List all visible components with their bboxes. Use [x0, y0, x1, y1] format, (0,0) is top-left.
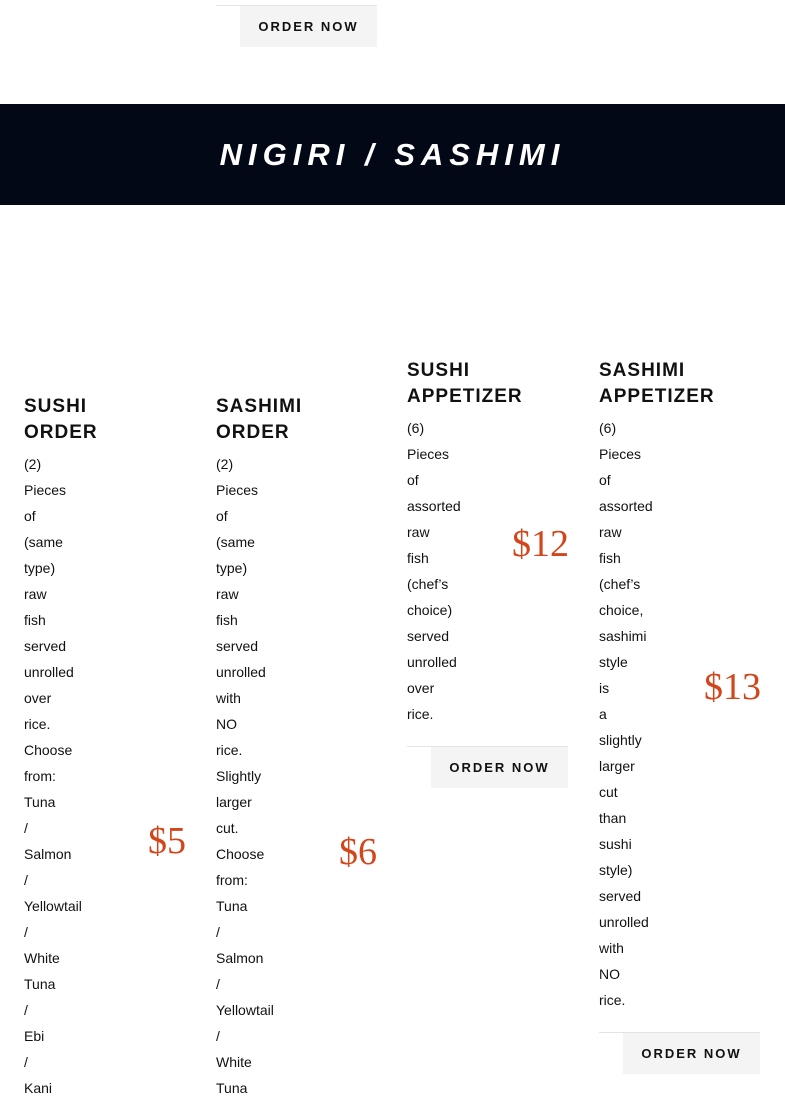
description-word: rice.	[24, 716, 51, 732]
description-word: unrolled	[407, 654, 457, 670]
description-word: unrolled	[216, 664, 266, 680]
description-word: (chef’s	[599, 576, 641, 592]
menu-item-price: $12	[512, 523, 569, 565]
description-word: Slightly	[216, 768, 262, 784]
order-now-button[interactable]: ORDER NOW	[431, 747, 568, 788]
description-word: type)	[216, 560, 248, 576]
description-word: /	[216, 1028, 220, 1044]
description-word: fish	[216, 612, 238, 628]
description-word: /	[24, 820, 28, 836]
description-word: over	[24, 690, 52, 706]
description-word: assorted	[599, 498, 653, 514]
menu-item-price: $5	[148, 820, 186, 862]
description-word: with	[216, 690, 241, 706]
description-word: from:	[24, 768, 56, 784]
description-word: (2)	[216, 456, 234, 472]
section-banner	[0, 104, 785, 205]
description-word: served	[407, 628, 450, 644]
description-word: (6)	[599, 420, 617, 436]
description-word: served	[599, 888, 642, 904]
description-word: Yellowtail	[24, 898, 82, 914]
description-word: Choose	[216, 846, 265, 862]
order-now-button[interactable]: ORDER NOW	[623, 1033, 760, 1074]
menu-item-description	[216, 451, 288, 1101]
description-word: cut.	[216, 820, 239, 836]
description-word: fish	[599, 550, 621, 566]
description-word: of	[407, 472, 419, 488]
description-word: Pieces	[216, 482, 259, 498]
description-word: than	[599, 810, 627, 826]
description-word: unrolled	[599, 914, 649, 930]
description-word: Pieces	[407, 446, 450, 462]
description-word: style)	[599, 862, 633, 878]
description-word: Tuna	[216, 1080, 248, 1096]
description-word: Tuna	[216, 898, 248, 914]
description-word: Salmon	[24, 846, 72, 862]
description-word: fish	[24, 612, 46, 628]
menu-item-description	[407, 415, 479, 727]
description-word: Ebi	[24, 1028, 45, 1044]
description-word: rice.	[407, 706, 434, 722]
description-word: from:	[216, 872, 248, 888]
description-word: /	[216, 976, 220, 992]
description-word: choice,	[599, 602, 644, 618]
description-word: rice.	[216, 742, 243, 758]
description-word: Pieces	[24, 482, 67, 498]
description-word: Kani	[24, 1080, 53, 1096]
description-word: served	[216, 638, 259, 654]
description-word: /	[24, 872, 28, 888]
description-word: type)	[24, 560, 56, 576]
menu-item-title: SUSHI APPETIZER	[407, 360, 523, 407]
description-word: of	[216, 508, 228, 524]
description-word: Tuna	[24, 976, 56, 992]
description-word: a	[599, 706, 607, 722]
menu-item-title: SASHIMI APPETIZER	[599, 360, 715, 407]
description-word: is	[599, 680, 610, 696]
description-word: choice)	[407, 602, 453, 618]
menu-item-title: SASHIMI ORDER	[216, 396, 303, 443]
menu-item-description	[599, 415, 671, 1013]
description-word: slightly	[599, 732, 642, 748]
description-word: sushi	[599, 836, 632, 852]
description-word: Choose	[24, 742, 73, 758]
menu-item-description	[24, 451, 96, 1101]
order-now-button[interactable]: ORDER NOW	[240, 6, 377, 47]
description-word: raw	[599, 524, 622, 540]
description-word: Salmon	[216, 950, 264, 966]
description-word: NO	[216, 716, 237, 732]
description-word: with	[599, 940, 624, 956]
description-word: sashimi	[599, 628, 647, 644]
description-word: of	[599, 472, 611, 488]
description-word: raw	[216, 586, 239, 602]
description-word: /	[216, 924, 220, 940]
description-word: fish	[407, 550, 429, 566]
description-word: rice.	[599, 992, 626, 1008]
description-word: over	[407, 680, 435, 696]
menu-item-price: $13	[704, 666, 761, 708]
description-word: raw	[407, 524, 430, 540]
description-word: (2)	[24, 456, 42, 472]
description-word: cut	[599, 784, 618, 800]
description-word: larger	[216, 794, 252, 810]
description-word: (same	[216, 534, 255, 550]
description-word: larger	[599, 758, 635, 774]
description-word: style	[599, 654, 628, 670]
description-word: /	[24, 1054, 28, 1070]
description-word: (same	[24, 534, 63, 550]
description-word: served	[24, 638, 67, 654]
menu-item-price: $6	[339, 831, 377, 873]
description-word: Tuna	[24, 794, 56, 810]
description-word: assorted	[407, 498, 461, 514]
section-title: NIGIRI / SASHIMI	[219, 137, 566, 172]
description-word: NO	[599, 966, 620, 982]
description-word: of	[24, 508, 36, 524]
description-word: Pieces	[599, 446, 642, 462]
menu-item-title: SUSHI ORDER	[24, 396, 98, 443]
description-word: /	[24, 924, 28, 940]
description-word: Yellowtail	[216, 1002, 274, 1018]
description-word: White	[24, 950, 60, 966]
description-word: raw	[24, 586, 47, 602]
description-word: (chef’s	[407, 576, 449, 592]
description-word: White	[216, 1054, 252, 1070]
description-word: /	[24, 1002, 28, 1018]
description-word: unrolled	[24, 664, 74, 680]
description-word: (6)	[407, 420, 425, 436]
